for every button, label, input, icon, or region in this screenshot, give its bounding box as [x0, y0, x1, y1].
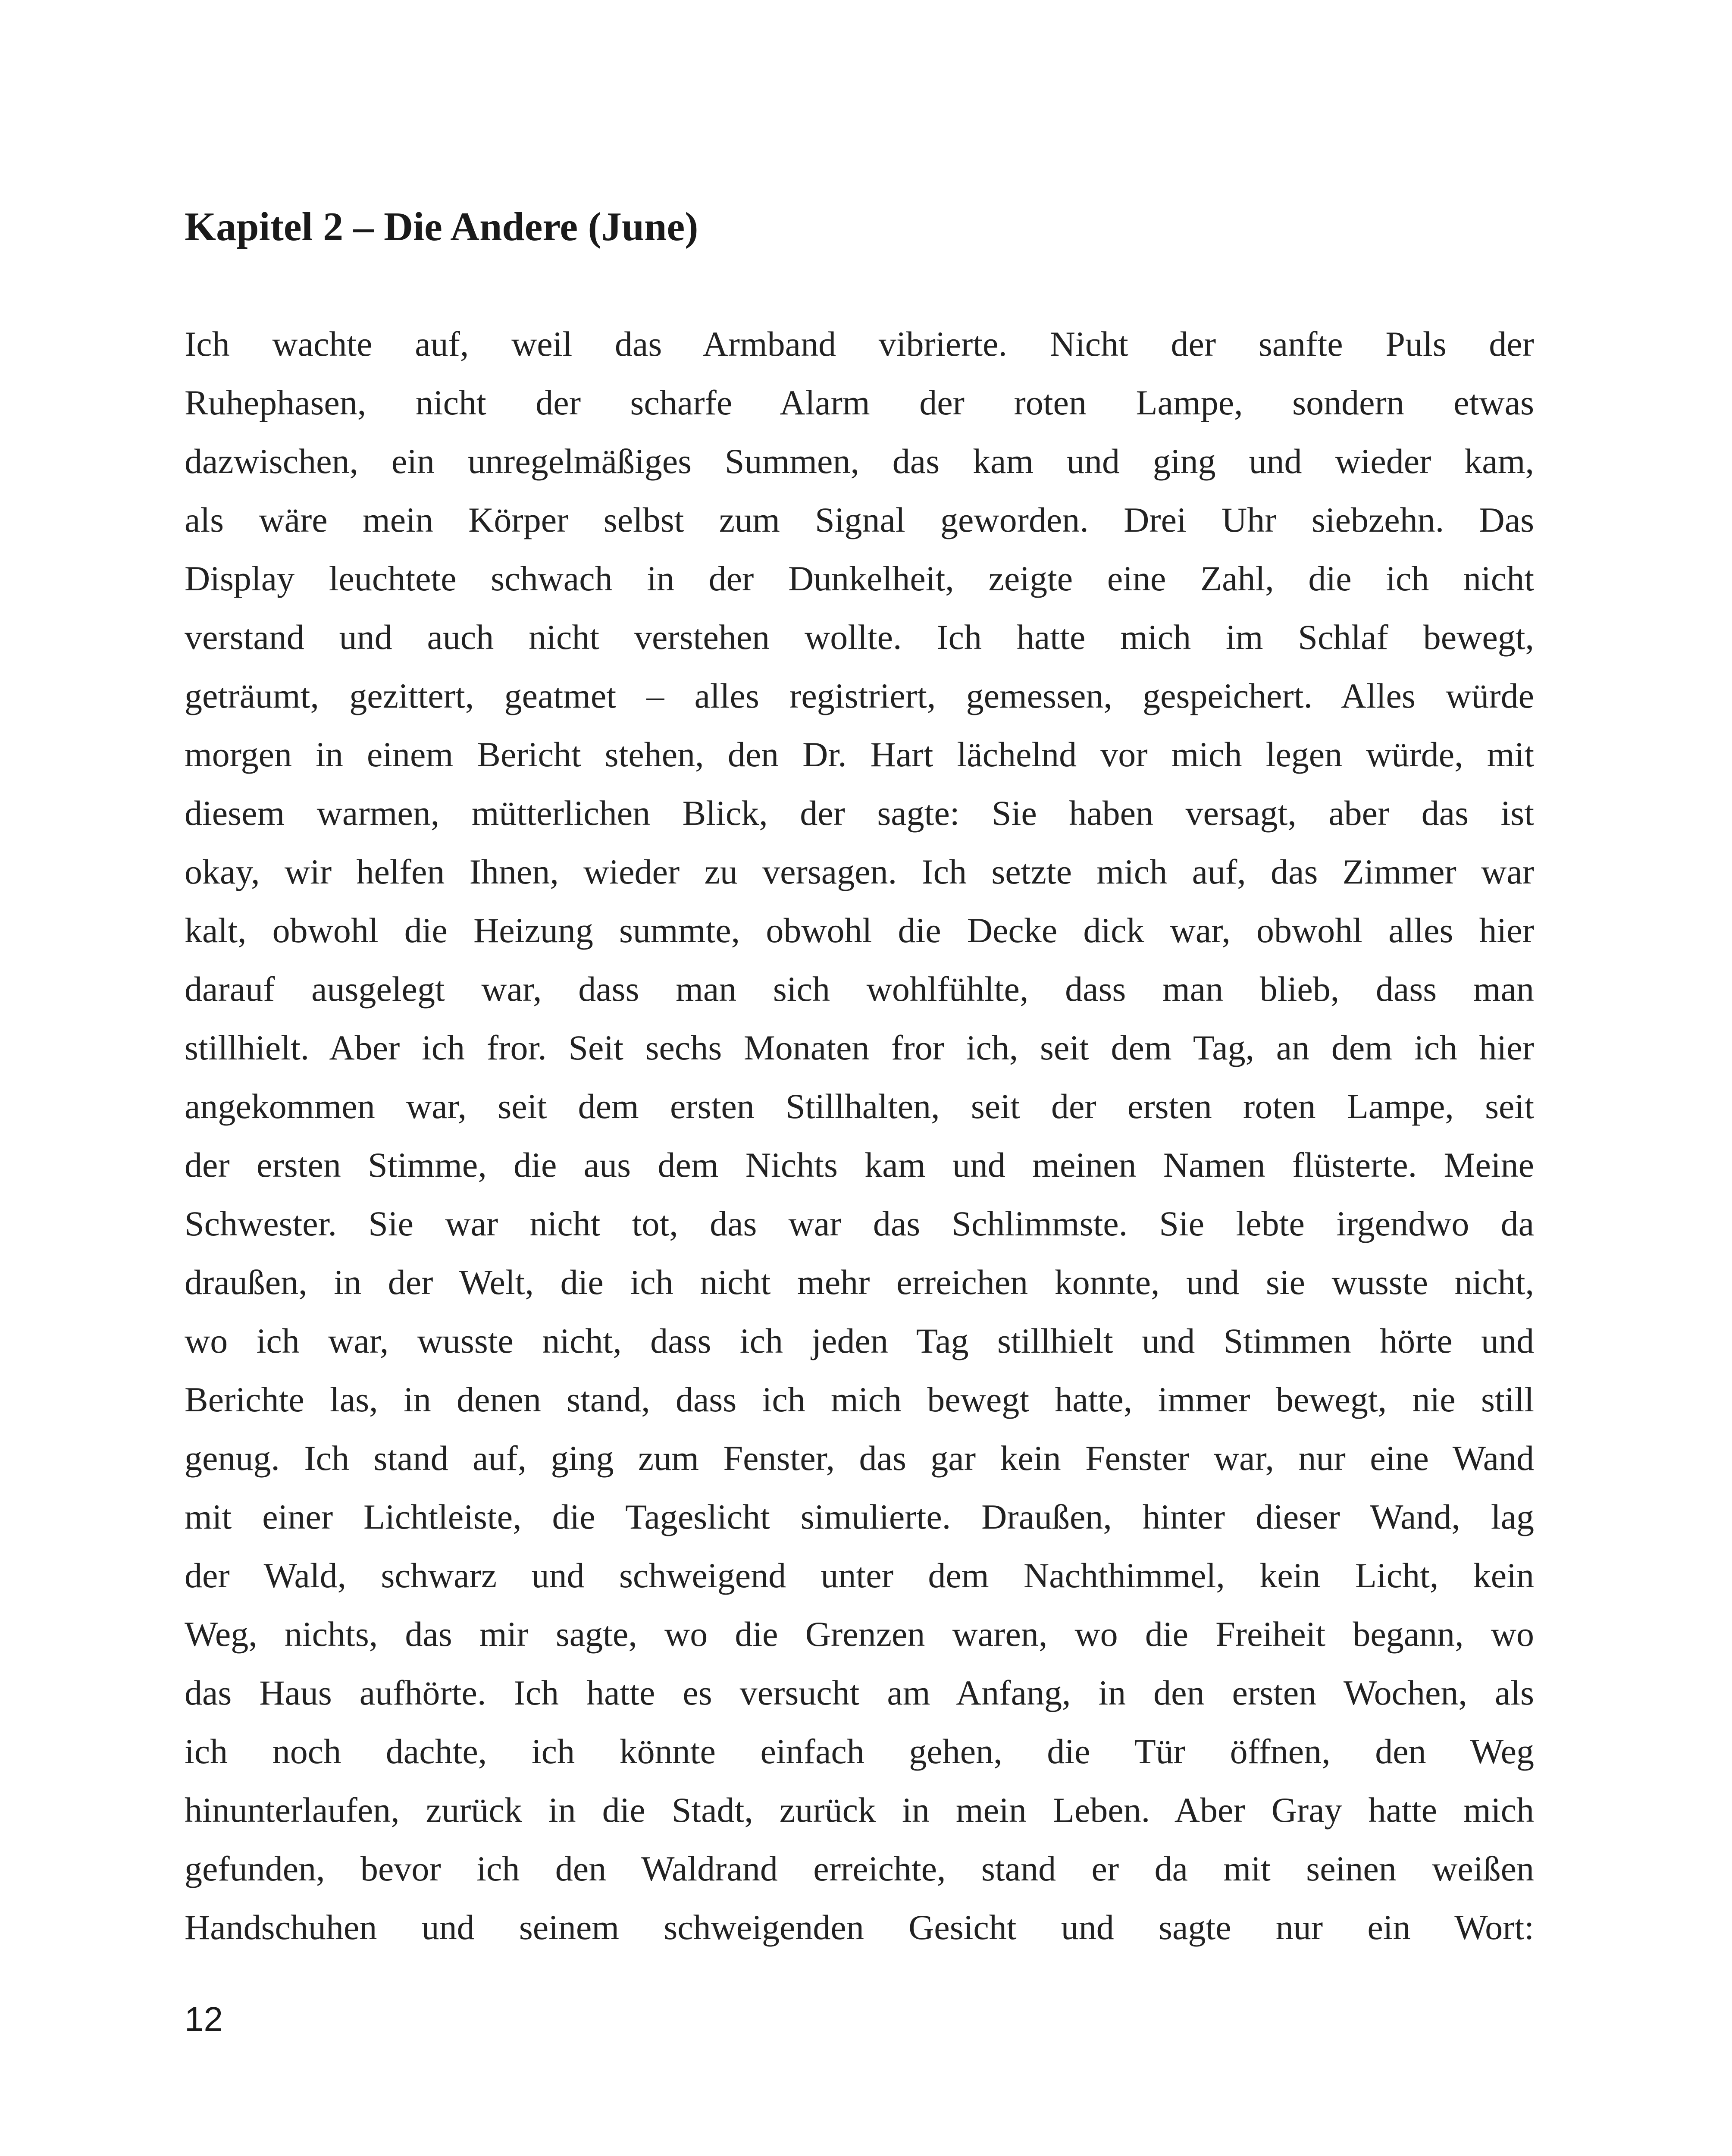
chapter-title: Kapitel 2 – Die Andere (June)	[185, 204, 698, 249]
text-line: diesem warmen, mütterlichen Blick, der sagte: Sie haben versagt, aber das ist	[185, 793, 1534, 833]
text-line: stillhielt. Aber ich fror. Seit sechs Monaten fror ich, seit dem Tag, an dem ich hier	[185, 1028, 1534, 1067]
text-line: hinunterlaufen, zurück in die Stadt, zurück in mein Leben. Aber Gray hatte mich	[185, 1790, 1534, 1830]
text-line: Ruhephasen, nicht der scharfe Alarm der roten Lampe, sondern etwas	[185, 383, 1534, 422]
text-line: Weg, nichts, das mir sagte, wo die Grenzen waren, wo die Freiheit begann, wo	[185, 1614, 1534, 1654]
text-line: geträumt, gezittert, geatmet – alles registriert, gemessen, gespeichert. Alles würde	[185, 676, 1534, 715]
page-number: 12	[185, 2000, 223, 2038]
text-line: draußen, in der Welt, die ich nicht mehr erreichen konnte, und sie wusste nicht,	[185, 1263, 1534, 1302]
text-line: darauf ausgelegt war, dass man sich wohlfühlte, dass man blieb, dass man	[185, 969, 1534, 1009]
text-line: Ich wachte auf, weil das Armband vibrierte. Nicht der sanfte Puls der	[185, 324, 1534, 364]
text-line: wo ich war, wusste nicht, dass ich jeden Tag stillhielt und Stimmen hörte und	[185, 1321, 1534, 1360]
text-line: mit einer Lichtleiste, die Tageslicht simulierte. Draußen, hinter dieser Wand, lag	[185, 1497, 1534, 1536]
text-line: Display leuchtete schwach in der Dunkelheit, zeigte eine Zahl, die ich nicht	[185, 559, 1534, 598]
text-line: Berichte las, in denen stand, dass ich mich bewegt hatte, immer bewegt, nie still	[185, 1380, 1534, 1419]
text-line: verstand und auch nicht verstehen wollte. Ich hatte mich im Schlaf bewegt,	[185, 617, 1534, 657]
text-line: das Haus aufhörte. Ich hatte es versucht am Anfang, in den ersten Wochen, als	[185, 1673, 1534, 1712]
text-line: gefunden, bevor ich den Waldrand erreichte, stand er da mit seinen weißen	[185, 1849, 1534, 1888]
text-line: als wäre mein Körper selbst zum Signal geworden. Drei Uhr siebzehn. Das	[185, 500, 1534, 539]
text-line: morgen in einem Bericht stehen, den Dr. Hart lächelnd vor mich legen würde, mit	[185, 735, 1534, 774]
text-line: der Wald, schwarz und schweigend unter dem Nachthimmel, kein Licht, kein	[185, 1556, 1534, 1595]
text-line: kalt, obwohl die Heizung summte, obwohl die Decke dick war, obwohl alles hier	[185, 911, 1534, 950]
text-line: Handschuhen und seinem schweigenden Gesicht und sagte nur ein Wort:	[185, 1908, 1534, 1947]
text-line: der ersten Stimme, die aus dem Nichts kam und meinen Namen flüsterte. Meine	[185, 1145, 1534, 1185]
text-line: ich noch dachte, ich könnte einfach gehen, die Tür öffnen, den Weg	[185, 1732, 1534, 1771]
chapter-body-text	[185, 315, 1534, 1957]
text-line: genug. Ich stand auf, ging zum Fenster, das gar kein Fenster war, nur eine Wand	[185, 1438, 1534, 1478]
text-line: dazwischen, ein unregelmäßiges Summen, das kam und ging und wieder kam,	[185, 442, 1534, 481]
text-line: okay, wir helfen Ihnen, wieder zu versagen. Ich setzte mich auf, das Zimmer war	[185, 852, 1534, 891]
text-line: Schwester. Sie war nicht tot, das war das Schlimmste. Sie lebte irgendwo da	[185, 1204, 1534, 1243]
text-line: angekommen war, seit dem ersten Stillhalten, seit der ersten roten Lampe, seit	[185, 1087, 1534, 1126]
